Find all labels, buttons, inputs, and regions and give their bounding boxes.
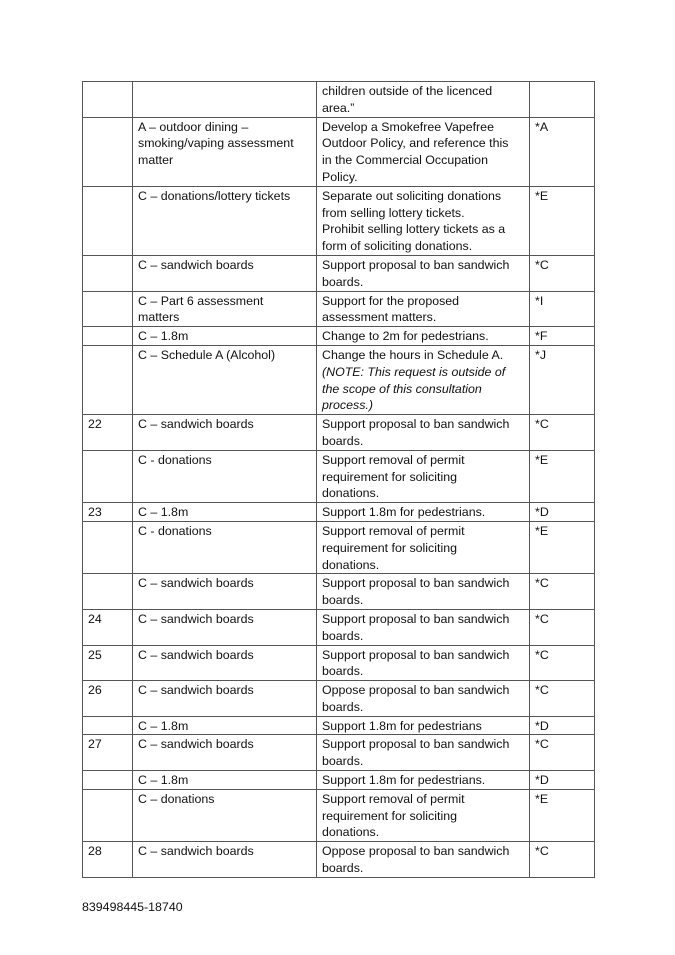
table-row bbox=[83, 503, 595, 522]
topic-cell: C – donations/lottery tickets bbox=[133, 186, 317, 255]
code-cell: *A bbox=[530, 117, 595, 186]
topic-cell bbox=[133, 82, 317, 118]
table-row bbox=[83, 645, 595, 681]
topic-cell: A – outdoor dining – smoking/vaping assessment matter bbox=[133, 117, 317, 186]
comment-cell: Support proposal to ban sandwich boards. bbox=[317, 415, 530, 451]
topic-cell: C – 1.8m bbox=[133, 327, 317, 346]
comment-cell: Support removal of permit requirement for soliciting donations. bbox=[317, 521, 530, 573]
table-row bbox=[83, 117, 595, 186]
table-row bbox=[83, 789, 595, 841]
comment-text: Change the hours in Schedule A. bbox=[322, 347, 504, 362]
code-cell: *F bbox=[530, 327, 595, 346]
submitter-number bbox=[83, 327, 133, 346]
submitter-number bbox=[83, 716, 133, 735]
submitter-number bbox=[83, 82, 133, 118]
table-row bbox=[83, 609, 595, 645]
comment-cell: Support 1.8m for pedestrians bbox=[317, 716, 530, 735]
table-row bbox=[83, 327, 595, 346]
table-row bbox=[83, 415, 595, 451]
submitter-number bbox=[83, 186, 133, 255]
code-cell: *C bbox=[530, 255, 595, 291]
submitter-number bbox=[83, 789, 133, 841]
submitter-number bbox=[83, 771, 133, 790]
topic-cell: C – sandwich boards bbox=[133, 255, 317, 291]
topic-cell: C – sandwich boards bbox=[133, 681, 317, 717]
comment-cell: Separate out soliciting donations from selling lottery tickets. Prohibit selling lottery tickets as a form of soliciting donations. bbox=[317, 186, 530, 255]
table-row bbox=[83, 842, 595, 878]
table-row bbox=[83, 735, 595, 771]
topic-cell: C – Part 6 assessment matters bbox=[133, 291, 317, 327]
code-cell: *E bbox=[530, 450, 595, 502]
comment-cell: Change to 2m for pedestrians. bbox=[317, 327, 530, 346]
comment-cell: Support removal of permit requirement for soliciting donations. bbox=[317, 450, 530, 502]
code-cell: *C bbox=[530, 681, 595, 717]
code-cell: *I bbox=[530, 291, 595, 327]
topic-cell: C - donations bbox=[133, 521, 317, 573]
topic-cell: C – Schedule A (Alcohol) bbox=[133, 345, 317, 414]
submitter-number: 24 bbox=[83, 609, 133, 645]
code-cell: *C bbox=[530, 735, 595, 771]
submitter-number bbox=[83, 450, 133, 502]
topic-cell: C – donations bbox=[133, 789, 317, 841]
comment-cell: Support proposal to ban sandwich boards. bbox=[317, 609, 530, 645]
table-row bbox=[83, 345, 595, 414]
topic-cell: C – sandwich boards bbox=[133, 842, 317, 878]
comment-cell: Oppose proposal to ban sandwich boards. bbox=[317, 681, 530, 717]
submitter-number: 22 bbox=[83, 415, 133, 451]
submitter-number bbox=[83, 291, 133, 327]
table-row bbox=[83, 291, 595, 327]
comment-cell: Support 1.8m for pedestrians. bbox=[317, 503, 530, 522]
table-row bbox=[83, 82, 595, 118]
topic-cell: C – sandwich boards bbox=[133, 574, 317, 610]
comment-cell: Support proposal to ban sandwich boards. bbox=[317, 735, 530, 771]
table-row bbox=[83, 574, 595, 610]
comment-cell: Support for the proposed assessment matters. bbox=[317, 291, 530, 327]
document-id-footer: 839498445-18740 bbox=[82, 900, 183, 914]
table-row bbox=[83, 255, 595, 291]
code-cell: *C bbox=[530, 574, 595, 610]
topic-cell: C – 1.8m bbox=[133, 716, 317, 735]
code-cell bbox=[530, 82, 595, 118]
code-cell: *C bbox=[530, 415, 595, 451]
table-row bbox=[83, 450, 595, 502]
comment-cell bbox=[317, 345, 530, 414]
code-cell: *J bbox=[530, 345, 595, 414]
comment-cell: Support proposal to ban sandwich boards. bbox=[317, 255, 530, 291]
topic-cell: C – sandwich boards bbox=[133, 415, 317, 451]
submitter-number: 23 bbox=[83, 503, 133, 522]
table-row bbox=[83, 716, 595, 735]
topic-cell: C – sandwich boards bbox=[133, 735, 317, 771]
table-row bbox=[83, 186, 595, 255]
code-cell: *D bbox=[530, 771, 595, 790]
comment-cell: Oppose proposal to ban sandwich boards. bbox=[317, 842, 530, 878]
topic-cell: C - donations bbox=[133, 450, 317, 502]
code-cell: *C bbox=[530, 609, 595, 645]
code-cell: *E bbox=[530, 789, 595, 841]
comment-cell: Support removal of permit requirement for soliciting donations. bbox=[317, 789, 530, 841]
scope-note: (NOTE: This request is outside of the scope of this consultation process.) bbox=[322, 364, 506, 413]
topic-cell: C – sandwich boards bbox=[133, 609, 317, 645]
submitter-number: 25 bbox=[83, 645, 133, 681]
submitter-number bbox=[83, 574, 133, 610]
comment-cell: Develop a Smokefree Vapefree Outdoor Policy, and reference this in the Commercial Occupation Policy. bbox=[317, 117, 530, 186]
topic-cell: C – 1.8m bbox=[133, 503, 317, 522]
submitter-number: 26 bbox=[83, 681, 133, 717]
code-cell: *C bbox=[530, 842, 595, 878]
submitter-number bbox=[83, 345, 133, 414]
submitter-number: 28 bbox=[83, 842, 133, 878]
code-cell: *D bbox=[530, 503, 595, 522]
topic-cell: C – sandwich boards bbox=[133, 645, 317, 681]
code-cell: *C bbox=[530, 645, 595, 681]
submitter-number bbox=[83, 255, 133, 291]
table-row bbox=[83, 681, 595, 717]
comment-cell: Support 1.8m for pedestrians. bbox=[317, 771, 530, 790]
submissions-table bbox=[82, 81, 595, 878]
comment-cell: children outside of the licenced area.” bbox=[317, 82, 530, 118]
code-cell: *E bbox=[530, 521, 595, 573]
submitter-number: 27 bbox=[83, 735, 133, 771]
topic-cell: C – 1.8m bbox=[133, 771, 317, 790]
code-cell: *D bbox=[530, 716, 595, 735]
submitter-number bbox=[83, 117, 133, 186]
comment-cell: Support proposal to ban sandwich boards. bbox=[317, 574, 530, 610]
comment-cell: Support proposal to ban sandwich boards. bbox=[317, 645, 530, 681]
table-row bbox=[83, 771, 595, 790]
submitter-number bbox=[83, 521, 133, 573]
table-row bbox=[83, 521, 595, 573]
code-cell: *E bbox=[530, 186, 595, 255]
